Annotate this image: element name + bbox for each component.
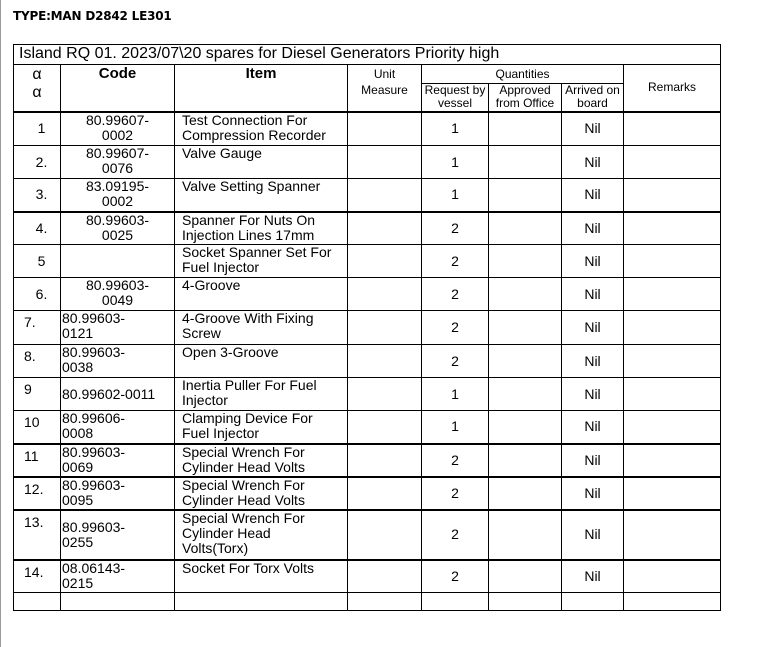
row-number — [14, 593, 61, 611]
unit-measure-cell — [348, 411, 422, 444]
row-number: 9 — [14, 378, 61, 411]
part-code — [61, 245, 175, 278]
arrived-qty: Nil — [562, 112, 624, 146]
approved-qty — [489, 112, 562, 146]
remarks-cell — [624, 345, 721, 378]
unit-measure-cell — [348, 345, 422, 378]
arrived-qty: Nil — [562, 345, 624, 378]
remarks-cell — [624, 311, 721, 345]
request-qty: 1 — [422, 179, 489, 212]
arrived-qty: Nil — [562, 477, 624, 510]
item-description: Open 3-Groove — [175, 345, 348, 378]
request-qty: 2 — [422, 560, 489, 593]
header-approved-line2: from Office — [495, 96, 555, 111]
row-number: 5 — [14, 245, 61, 278]
arrived-qty: Nil — [562, 444, 624, 477]
request-qty — [422, 593, 489, 611]
unit-measure-cell — [348, 212, 422, 245]
request-qty: 2 — [422, 444, 489, 477]
header-seq-line2: α — [32, 84, 42, 101]
part-code: 80.99602-0011 — [61, 378, 175, 411]
item-description: Spanner For Nuts On Injection Lines 17mm — [175, 212, 348, 245]
arrived-qty: Nil — [562, 179, 624, 212]
header-request-line1: Request by — [424, 83, 486, 98]
item-description: Special Wrench For Cylinder Head Volts — [175, 477, 348, 510]
unit-measure-cell — [348, 311, 422, 345]
approved-qty — [489, 560, 562, 593]
unit-measure-cell — [348, 278, 422, 311]
item-description: 4-Groove — [175, 278, 348, 311]
item-description: Special Wrench For Cylinder Head Volts — [175, 444, 348, 477]
request-qty: 2 — [422, 278, 489, 311]
header-unit-line2: Measure — [361, 83, 408, 97]
item-description: Special Wrench For Cylinder Head Volts(Torx) — [175, 510, 348, 560]
request-qty: 2 — [422, 345, 489, 378]
table-row — [14, 212, 721, 245]
unit-measure-cell — [348, 245, 422, 278]
part-code: 80.99603- 0255 — [61, 510, 175, 560]
table-row — [14, 510, 721, 560]
approved-qty — [489, 477, 562, 510]
approved-qty — [489, 146, 562, 179]
approved-qty — [489, 444, 562, 477]
table-row — [14, 593, 721, 611]
remarks-cell — [624, 179, 721, 212]
request-qty: 1 — [422, 112, 489, 146]
item-description: 4-Groove With Fixing Screw — [175, 311, 348, 345]
part-code: 80.99603- 0025 — [61, 212, 175, 245]
page-left-border — [0, 0, 1, 647]
part-code: 80.99603- 0095 — [61, 477, 175, 510]
approved-qty — [489, 212, 562, 245]
row-number: 1 — [14, 112, 61, 146]
remarks-cell — [624, 146, 721, 179]
table-row — [14, 146, 721, 179]
table-title: Island RQ 01. 2023/07\20 spares for Diesel Generators Priority high — [14, 45, 721, 65]
request-qty: 2 — [422, 245, 489, 278]
approved-qty — [489, 245, 562, 278]
table-row — [14, 112, 721, 146]
remarks-cell — [624, 378, 721, 411]
row-number: 10 — [14, 411, 61, 444]
unit-measure-cell — [348, 444, 422, 477]
arrived-qty: Nil — [562, 560, 624, 593]
header-approved — [489, 84, 562, 112]
header-unit-measure — [348, 65, 422, 112]
item-description — [175, 593, 348, 611]
part-code: 80.99603- 0049 — [61, 278, 175, 311]
row-number: 7. — [14, 311, 61, 345]
header-arrived-line1: Arrived on — [565, 83, 620, 98]
part-code: 80.99603- 0069 — [61, 444, 175, 477]
unit-measure-cell — [348, 378, 422, 411]
part-code: 80.99607- 0076 — [61, 146, 175, 179]
request-qty: 2 — [422, 477, 489, 510]
row-number: 14. — [14, 560, 61, 593]
header-code: Code — [61, 65, 175, 112]
item-description: Valve Gauge — [175, 146, 348, 179]
approved-qty — [489, 179, 562, 212]
arrived-qty: Nil — [562, 245, 624, 278]
part-code: 80.99606- 0008 — [61, 411, 175, 444]
row-number: 2. — [14, 146, 61, 179]
table-row — [14, 245, 721, 278]
header-request — [422, 84, 489, 112]
row-number: 3. — [14, 179, 61, 212]
arrived-qty: Nil — [562, 378, 624, 411]
arrived-qty: Nil — [562, 510, 624, 560]
part-code: 08.06143- 0215 — [61, 560, 175, 593]
item-description: Valve Setting Spanner — [175, 179, 348, 212]
table-row — [14, 560, 721, 593]
remarks-cell — [624, 444, 721, 477]
approved-qty — [489, 278, 562, 311]
approved-qty — [489, 378, 562, 411]
request-qty: 1 — [422, 411, 489, 444]
header-seq — [14, 65, 61, 112]
arrived-qty: Nil — [562, 311, 624, 345]
table-row — [14, 179, 721, 212]
item-description: Socket Spanner Set For Fuel Injector — [175, 245, 348, 278]
header-remarks: Remarks — [624, 65, 721, 112]
request-qty: 1 — [422, 378, 489, 411]
arrived-qty: Nil — [562, 146, 624, 179]
remarks-cell — [624, 411, 721, 444]
unit-measure-cell — [348, 477, 422, 510]
unit-measure-cell — [348, 593, 422, 611]
item-description: Test Connection For Compression Recorder — [175, 112, 348, 146]
item-description: Socket For Torx Volts — [175, 560, 348, 593]
approved-qty — [489, 510, 562, 560]
request-qty: 2 — [422, 510, 489, 560]
approved-qty — [489, 311, 562, 345]
row-number: 12. — [14, 477, 61, 510]
header-unit-line1: Unit — [373, 67, 396, 81]
approved-qty — [489, 411, 562, 444]
table-row — [14, 278, 721, 311]
arrived-qty: Nil — [562, 212, 624, 245]
remarks-cell — [624, 560, 721, 593]
document-type-label: TYPE:MAN D2842 LE301 — [13, 9, 172, 23]
request-qty: 1 — [422, 146, 489, 179]
item-description: Inertia Puller For Fuel Injector — [175, 378, 348, 411]
part-code: 80.99603- 0121 — [61, 311, 175, 345]
header-arrived-line2: board — [577, 96, 608, 111]
unit-measure-cell — [348, 146, 422, 179]
unit-measure-cell — [348, 112, 422, 146]
item-description: Clamping Device For Fuel Injector — [175, 411, 348, 444]
unit-measure-cell — [348, 179, 422, 212]
header-item: Item — [175, 65, 348, 112]
remarks-cell — [624, 278, 721, 311]
remarks-cell — [624, 212, 721, 245]
table-row — [14, 477, 721, 510]
approved-qty — [489, 593, 562, 611]
row-number: 4. — [14, 212, 61, 245]
header-arrived — [562, 84, 624, 112]
part-code: 80.99603- 0038 — [61, 345, 175, 378]
remarks-cell — [624, 593, 721, 611]
unit-measure-cell — [348, 510, 422, 560]
part-code: 83.09195- 0002 — [61, 179, 175, 212]
arrived-qty: Nil — [562, 411, 624, 444]
request-qty: 2 — [422, 212, 489, 245]
table-row — [14, 444, 721, 477]
part-code — [61, 593, 175, 611]
table-body — [14, 112, 721, 611]
table-row — [14, 378, 721, 411]
row-number: 6. — [14, 278, 61, 311]
table-row — [14, 311, 721, 345]
row-number: 8. — [14, 345, 61, 378]
part-code: 80.99607- 0002 — [61, 112, 175, 146]
row-number: 13. — [14, 510, 61, 560]
remarks-cell — [624, 112, 721, 146]
header-request-line2: vessel — [437, 96, 472, 111]
table-row — [14, 345, 721, 378]
arrived-qty: Nil — [562, 278, 624, 311]
remarks-cell — [624, 477, 721, 510]
row-number: 11 — [14, 444, 61, 477]
request-qty: 2 — [422, 311, 489, 345]
arrived-qty — [562, 593, 624, 611]
header-quantities: Quantities — [422, 65, 624, 84]
remarks-cell — [624, 510, 721, 560]
header-seq-line1: α — [32, 66, 42, 83]
unit-measure-cell — [348, 560, 422, 593]
remarks-cell — [624, 245, 721, 278]
table-row — [14, 411, 721, 444]
approved-qty — [489, 345, 562, 378]
spares-table — [13, 44, 721, 611]
header-approved-line1: Approved — [499, 83, 551, 98]
